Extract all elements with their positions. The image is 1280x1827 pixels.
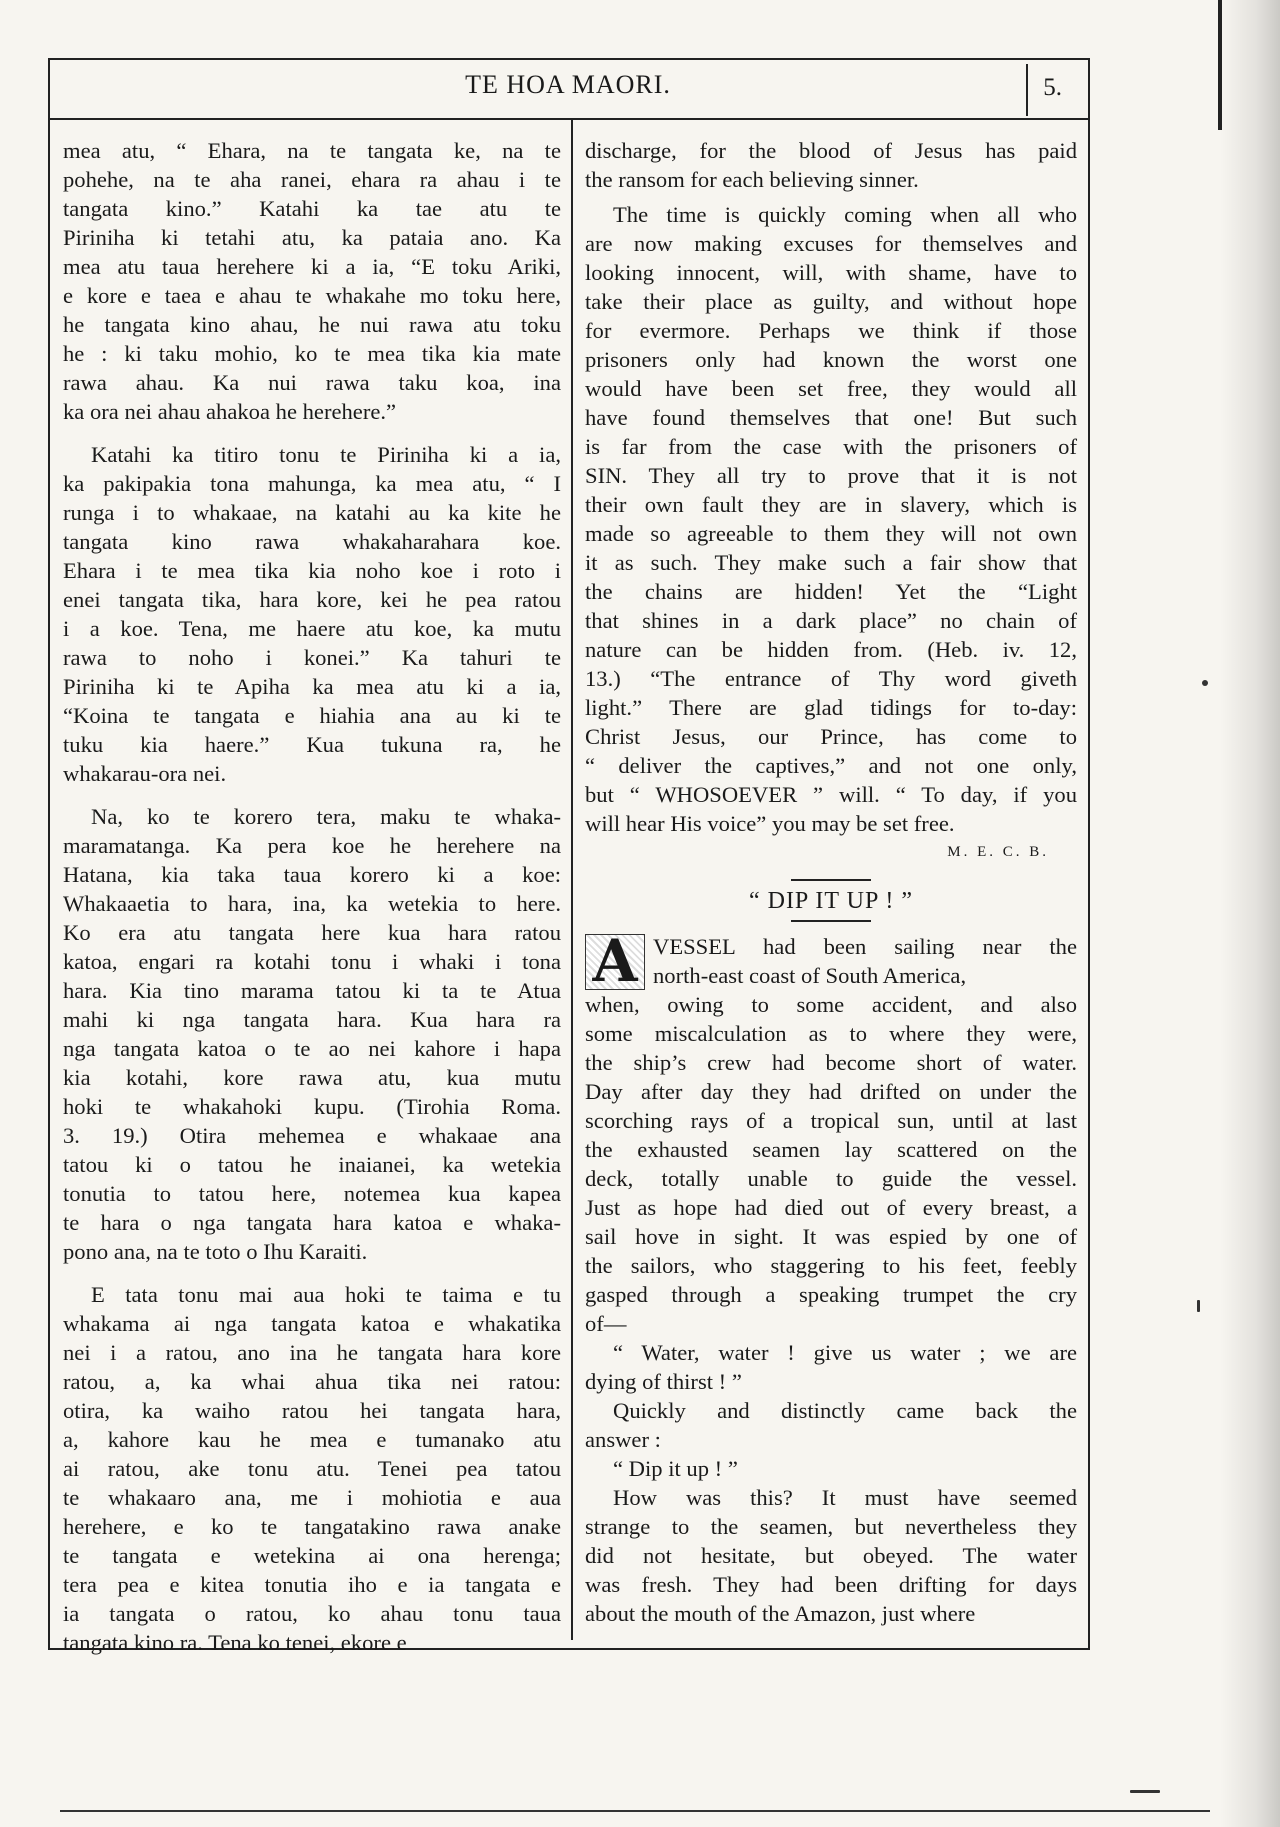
paragraph-how-was-this (585, 1483, 1077, 1628)
scan-edge-mark (1218, 0, 1222, 130)
text-line: e kore e taea e ahau te whakahe mo toku here, (63, 283, 561, 308)
text-line: deck, totally unable to guide the vessel. (585, 1166, 1077, 1191)
text-line: te hara o nga tangata hara katoa e whaka- (63, 1210, 561, 1235)
text-line: rawa to noho i konei.” Ka tahuri te (63, 645, 561, 670)
text-line: about the mouth of the Amazon, just where (585, 1601, 976, 1626)
text-line: Whakaaetia to hara, ina, ka wetekia to here. (63, 891, 561, 916)
scan-edge-shadow (1220, 0, 1280, 1827)
text-line: Day after day they had drifted on under the (585, 1079, 1077, 1104)
text-line: mea atu taua herehere ki a ia, “E toku Ariki, (63, 254, 561, 279)
text-line: tuku kia haere.” Kua tukuna ra, he (63, 732, 561, 757)
text-line: SIN. They all try to prove that it is not (585, 463, 1077, 488)
text-line: ka ora nei ahau ahakoa he herehere.” (63, 399, 397, 424)
paragraph (63, 1280, 561, 1657)
paragraph (63, 802, 561, 1266)
text-line: How was this? It must have seemed (613, 1485, 1077, 1510)
text-line: Just as hope had died out of every breast, a (585, 1195, 1077, 1220)
text-line: scorching rays of a tropical sun, until at last (585, 1108, 1077, 1133)
text-line: the ransom for each believing sinner. (585, 167, 919, 192)
text-line: he : ki taku mohio, ko te mea tika kia mate (63, 341, 561, 366)
text-line: otira, ka waiho ratou hei tangata hara, (63, 1398, 561, 1423)
text-line: some miscalculation as to where they were, (585, 1021, 1077, 1046)
text-line: Katahi ka titiro tonu te Piriniha ki a ia, (91, 442, 561, 467)
header-divider (1026, 64, 1028, 116)
text-line: that shines in a dark place” no chain of (585, 608, 1077, 633)
paragraph-water-cry (585, 1338, 1077, 1396)
text-line: would have been set free, they would all (585, 376, 1077, 401)
text-line: kia kotahi, kore rawa atu, kua mutu (63, 1065, 561, 1090)
scan-speck (1202, 680, 1208, 686)
text-line: nature can be hidden from. (Heb. iv. 12, (585, 637, 1077, 662)
paragraph (63, 136, 561, 426)
text-line: maramatanga. Ka pera koe he herehere na (63, 833, 561, 858)
text-line: Hatana, kia taka taua korero ki a koe: (63, 862, 561, 887)
text-line: “Koina te tangata e hiahia ana au ki te (63, 703, 561, 728)
text-line: made so agreeable to them they will not own (585, 521, 1077, 546)
text-line: did not hesitate, but obeyed. The water (585, 1543, 1077, 1568)
text-line: discharge, for the blood of Jesus has paid (585, 138, 1077, 163)
text-line: E tata tonu mai aua hoki te taima e tu (91, 1282, 561, 1307)
section-title: “ DIP IT UP ! ” (748, 888, 914, 914)
paragraph-continued (585, 136, 1077, 194)
text-line: tangata kino rawa whakaharahara koe. (63, 529, 561, 554)
text-line: pohehe, na te aha ranei, ehara ra ahau i te (63, 167, 561, 192)
page-number: 5. (1043, 74, 1062, 101)
text-line: of— (585, 1311, 627, 1336)
running-header (48, 64, 1088, 120)
text-line: ia tangata o ratou, ko ahau tonu taua (63, 1601, 561, 1626)
text-line: Christ Jesus, our Prince, has come to (585, 724, 1077, 749)
text-line: rawa ahau. Ka nui rawa taku koa, ina (63, 370, 561, 395)
text-line: VESSEL had been sailing near the (653, 934, 1077, 959)
text-line: dying of thirst ! ” (585, 1369, 742, 1394)
text-line: pono ana, na te toto o Ihu Karaiti. (63, 1239, 368, 1264)
text-line: “ Dip it up ! ” (613, 1456, 738, 1481)
dropcap-block (585, 927, 1077, 995)
text-line: Ko era atu tangata here kua hara ratou (63, 920, 561, 945)
text-line: the ship’s crew had become short of water. (585, 1050, 1077, 1075)
text-line: ratou, a, ka whai ahua tika nei ratou: (63, 1369, 561, 1394)
right-column (585, 136, 1077, 1628)
text-line: enei tangata tika, hara kore, kei he pea ratou (63, 587, 561, 612)
text-line: 3. 19.) Otira mehemea e whakaae ana (63, 1123, 561, 1148)
text-line: north-east coast of South America, (653, 963, 967, 988)
text-line: take their place as guilty, and without hope (585, 289, 1077, 314)
text-line: gasped through a speaking trumpet the cry (585, 1282, 1077, 1307)
paragraph (63, 440, 561, 788)
text-line: “ Water, water ! give us water ; we are (613, 1340, 1077, 1365)
text-line: 13.) “The entrance of Thy word giveth (585, 666, 1077, 691)
paragraph-vessel (585, 990, 1077, 1338)
text-line: is far from the case with the prisoners of (585, 434, 1077, 459)
text-line: Piriniha ki tetahi atu, ka pataia ano. Ka (63, 225, 561, 250)
text-line: looking innocent, will, with shame, have to (585, 260, 1077, 285)
text-line: te whakaaro ana, me i mohiotia e aua (63, 1485, 561, 1510)
scan-speck (1130, 1790, 1160, 1793)
text-line: the sailors, who staggering to his feet, feebly (585, 1253, 1077, 1278)
section-rule-bottom (791, 920, 871, 922)
text-line: prisoners only had known the worst one (585, 347, 1077, 372)
text-line: herehere, e ko te tangatakino rawa anake (63, 1514, 561, 1539)
text-line: tera pea e kitea tonutia iho e ia tangata e (63, 1572, 561, 1597)
dropcap-lines (585, 932, 1077, 990)
text-line: ai ratou, ake tonu atu. Tenei pea tatou (63, 1456, 561, 1481)
text-line: the exhausted seamen lay scattered on the (585, 1137, 1077, 1162)
text-line: he tangata kino ahau, he nui rawa atu toku (63, 312, 561, 337)
text-line: te tangata e wetekina ai ona herenga; (63, 1543, 561, 1568)
text-line: nei i a ratou, ano ina he tangata hara kore (63, 1340, 561, 1365)
text-line: runga i to whakaae, na katahi au ka kite he (63, 500, 561, 525)
text-line: their own fault they are in slavery, which is (585, 492, 1077, 517)
dropcap-letter: A (585, 934, 645, 990)
text-line: hara. Kia tino marama tatou ki ta te Atua (63, 978, 561, 1003)
text-line: whakarau-ora nei. (63, 761, 227, 786)
column-divider (571, 120, 573, 1640)
text-line: for evermore. Perhaps we think if those (585, 318, 1077, 343)
text-line: katoa, engari ra kotahi tonu i whaki i tona (63, 949, 561, 974)
bottom-rule (60, 1810, 1210, 1812)
text-line: strange to the seamen, but nevertheless they (585, 1514, 1077, 1539)
text-line: tangata kino.” Katahi ka tae atu te (63, 196, 561, 221)
text-line: Na, ko te korero tera, maku te whaka- (91, 804, 561, 829)
text-line: a, kahore kau he mea e tumanako atu (63, 1427, 561, 1452)
text-line: but “ WHOSOEVER ” will. “ To day, if you (585, 782, 1077, 807)
text-line: tatou ki o tatou he inaianei, ka wetekia (63, 1152, 561, 1177)
scan-speck (1197, 1300, 1200, 1312)
signature: M. E. C. B. (947, 844, 1049, 860)
text-line: will hear His voice” you may be set free. (585, 811, 955, 836)
text-line: answer : (585, 1427, 661, 1452)
text-line: sail hove in sight. It was espied by one of (585, 1224, 1077, 1249)
page-title: TE HOA MAORI. (465, 70, 671, 99)
text-line: the chains are hidden! Yet the “Light (585, 579, 1077, 604)
text-line: it as such. They make such a fair show that (585, 550, 1077, 575)
text-line: i a koe. Tena, me haere atu koe, ka mutu (63, 616, 561, 641)
paragraph-dip-it-up (585, 1454, 1077, 1483)
section-rule-top (791, 879, 871, 881)
text-line: have found themselves that one! But such (585, 405, 1077, 430)
text-line: when, owing to some accident, and also (585, 992, 1077, 1017)
text-line: mea atu, “ Ehara, na te tangata ke, na te (63, 138, 561, 163)
left-column (63, 136, 561, 1657)
text-line: hoki te whakahoki kupu. (Tirohia Roma. (63, 1094, 561, 1119)
text-line: mahi ki nga tangata hara. Kua hara ra (63, 1007, 561, 1032)
text-line: whakama ai nga tangata katoa e whakatika (63, 1311, 561, 1336)
text-line: was fresh. They had been drifting for days (585, 1572, 1077, 1597)
paragraph-time-coming (585, 200, 1077, 838)
text-line: Piriniha ki te Apiha ka mea atu ki a ia, (63, 674, 561, 699)
text-line: are now making excuses for themselves and (585, 231, 1077, 256)
text-line: Quickly and distinctly came back the (613, 1398, 1077, 1423)
text-line: “ deliver the captives,” and not one only, (585, 753, 1077, 778)
text-line: light.” There are glad tidings for to-day: (585, 695, 1077, 720)
text-line: The time is quickly coming when all who (613, 202, 1077, 227)
text-line: ka pakipakia tona mahunga, ka mea atu, “ I (63, 471, 561, 496)
paragraph-answer (585, 1396, 1077, 1454)
text-line: tonutia to tatou here, notemea kua kapea (63, 1181, 561, 1206)
text-line: Ehara i te mea tika kia noho koe i roto i (63, 558, 561, 583)
text-line: tangata kino ra. Tena ko tenei, ekore e (63, 1630, 407, 1655)
text-line: nga tangata katoa o te ao nei kahore i hapa (63, 1036, 561, 1061)
